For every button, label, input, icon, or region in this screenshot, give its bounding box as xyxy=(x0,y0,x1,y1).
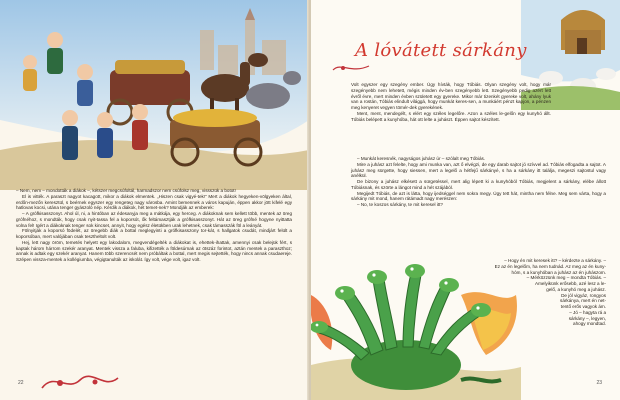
paragraph: – No, te koszos sárkány, te mit keresel itt? xyxy=(357,202,443,207)
students-cart-illustration xyxy=(0,0,309,190)
dialogue-line: – Mérközzünk meg – mondta Tóbiás. – xyxy=(526,275,606,281)
dialogue-line: hóm, s a kunyhóban a juhász az én juhászom. xyxy=(511,269,606,275)
paragraph: Volt egyszer egy szegény ember. Úgy hívták, hogy Tóbiás. Olyan szegény volt, hogy már szegényebb nem lehetett, mégis minden év-ben szegényebb lett. Szegényebb pedig azért lett évről évre, mert minden évben született egy gyereke. Mikor már tizenkét gyereke volt, ahány lyuk van a rostán, Tóbiás elindult világgá, hogy munkát keres-sen, a munkáért pénzt kapjon, a pénzen meg kenyeret vegyen tömér-dek gyerekének. xyxy=(351,82,551,110)
paragraph: – Munkát keresnék, nagyságos juhász úr – szólalt meg Tóbiás. xyxy=(357,156,486,161)
right-page-text-cont xyxy=(351,156,606,208)
page-number-right: 23 xyxy=(596,380,602,386)
left-flourish-ornament xyxy=(40,370,120,394)
dialogue-line: Ez az én legelőm, ha nem tudnád. Az meg az én kuny- xyxy=(494,263,606,269)
paragraph: – Nem, nem – mondották a diákok –, kétszer megcsúfoltál, harmadszor nem csúfolsz meg, vissszük a botot! xyxy=(16,188,236,193)
right-page xyxy=(311,0,620,400)
right-page-text xyxy=(351,82,551,122)
dialogue-line: Amelyikünk erősebb, azé lesz a le- xyxy=(535,281,606,286)
title-flourish-ornament xyxy=(331,60,371,76)
left-page xyxy=(0,0,309,400)
left-page-text xyxy=(16,188,292,263)
seven-headed-dragon-illustration xyxy=(311,255,521,400)
dialogue-line: – Jó – hagyta rá a xyxy=(569,309,606,315)
dialogue-line: gelő, a kunyhó meg a juhász. xyxy=(546,286,606,292)
paragraph: Fölnyitják a koporsó födelét, az öregebb diák a bottal meglegyinti a grófkisasszony tor-kát, s hallgatok csudát, mindjárt felült a koporsóban, mert valójában csak tesztheltolt volt. xyxy=(16,228,292,239)
paragraph: Mire a juhász azt felelte, hogy ami munka van, azt ő elvégzi, de egy darab sajtot jó szívvel ad. Tóbiás elfogadta a sajtot. A juhász meg sürgette, hogy siessen, mert a legelő a hétfejű sárkányé, s ha a sárkány itt találja, megeszi sajtostul vagy anélkül. xyxy=(351,161,606,179)
paragraph: El is vitték. A paraszt nagyot kacagott, mikor a diákok elmentek. „Hiszen csak vigyé-tek!” Mert a diákok hegyeken-völgyeken által, erdőn-mezőn keresztül, s beérnek egyszer egy rengeteg nagy városba. Amint bemennek a város kapuján, éppen akkor jött kifelé egy hatlovas kocsi, utána tenger gyászoló nép. Kérdik a diákok, hét temet-nek? Mondják az emberek: xyxy=(16,193,292,211)
paragraph: Megijedt Tóbiás, de azt is látta, hogy ijedséggel nem sokra megy. Úgy tett hát, mintha nem félne. Meg sem várta, hogy a sárkány mit mond, hanem rátámadt nagy merészen: xyxy=(351,190,606,202)
dialogue-line: sárkány –, legyen, xyxy=(568,315,606,321)
paragraph: Ment, ment, mendegélt, s elért egy széles legelőre. Azon a széles le-gelőn egy kunyhó állt. Tóbiás belépett a kunyhóba, hát ott lelte a juhászt. Éppen sajtot készített. xyxy=(351,110,551,122)
dialogue-line: tentő erős vagyok ám. xyxy=(560,304,606,309)
dialogue-line: ahogy mondtad. xyxy=(573,321,606,327)
dialogue-line: sárkánya, mert én net- xyxy=(560,298,606,304)
story-title: A lóvátett sárkány xyxy=(355,40,527,61)
students-cart-drawing xyxy=(0,0,309,190)
dialogue-line: De jól vigyáz, rongyos xyxy=(561,292,606,298)
page-number-left: 22 xyxy=(18,380,24,386)
paragraph: De bizony a juhász elkésett a sürgetéssel, mert alig lépett ki a kunyhóból Tóbiás, megjelent a sárkány, elébe állott Tóbiásnak, és szörte a lángot mind a hét szájából. xyxy=(351,179,606,190)
paragraph: Hej, lett nagy öröm, temetés helyett egy lakodalom, megvendégelték a diákokat is, ehettek-ihattak, amennyi csak belejük fért, s kaptak három hárrom szekér aranyat. Mentek vissza a faluba, kifizették a földesúrnak az ötszáz forintot, aztán mentek a paraszthoz; annak is adtak egy szekér aranyat. Hanem több szerencsét nem próbáltak a bottal, mert megis sejtették, hogy nincs annak csudaereje. Szépen vissza-mentek a kollégiumba, végigtanulták az iskolát. Így volt, vége volt, igaz volt. xyxy=(16,239,292,262)
dialogue-line: – Hogy én mit keresek itt? – kérdezte a sárkány. – xyxy=(504,258,606,263)
paragraph: – A grófkisasszonyt. Ahol úl, ni, a hintóban az édesanyja meg a mátkája, egy herceg. A diákoknak sem kellett több, mentek az öreg grófnéhoz, s mondták, hogy csak nyit-tassa fel a koporsót, ők feltámasztják a grófkisasszonyt. Hát az öreg grófné hogyne nyittatta volna fel! Igért a diákoknak tenger sok kincset, annyit, hogy egész életükben urak lehetnek, csak támasszák föl a leányát. xyxy=(16,211,292,228)
